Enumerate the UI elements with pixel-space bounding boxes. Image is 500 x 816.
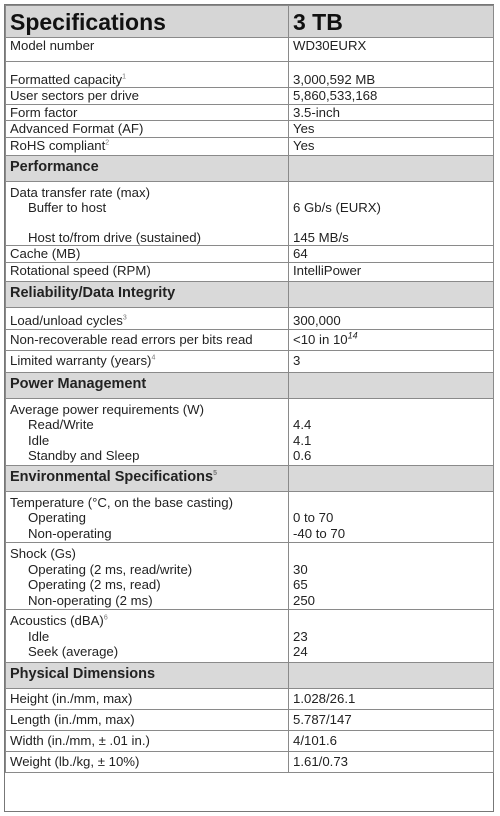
sub-label: Idle: [28, 432, 50, 448]
row-label: Length (in./mm, max): [6, 709, 289, 730]
capacity-heading: 3 TB: [289, 6, 494, 38]
row-label: Non-recoverable read errors per bits read: [6, 329, 289, 350]
section-header-reliability: [6, 281, 494, 307]
table-row: [6, 88, 494, 105]
row-value: WD30EURX: [289, 38, 494, 62]
row-label: [6, 181, 289, 246]
footnote-marker: 4: [151, 354, 156, 362]
sub-label: Operating: [28, 510, 86, 525]
row-value: 3.5-inch: [289, 104, 494, 121]
sub-value: 65: [293, 577, 308, 592]
row-value: 3: [289, 350, 494, 372]
row-value: IntelliPower: [289, 262, 494, 281]
section-header-power: [6, 372, 494, 398]
sub-value: 23: [293, 628, 308, 644]
sub-label: Non-operating (2 ms): [28, 592, 153, 608]
row-label: User sectors per drive: [6, 88, 289, 105]
table-row: [6, 491, 494, 543]
table-row: [6, 688, 494, 709]
row-label: Width (in./mm, ± .01 in.): [6, 730, 289, 751]
row-label-text: Formatted capacity: [10, 71, 123, 87]
sub-label: Idle: [28, 628, 50, 644]
row-value: Yes: [289, 137, 494, 155]
row-value: [289, 181, 494, 246]
table-row: [6, 709, 494, 730]
row-value: 4/101.6: [289, 730, 494, 751]
table-row: [6, 329, 494, 350]
footnote-marker: 1: [122, 73, 127, 81]
section-heading: Physical Dimensions: [6, 662, 289, 688]
section-heading: Power Management: [6, 372, 289, 398]
row-label: Height (in./mm, max): [6, 688, 289, 709]
footnote-marker: 6: [103, 614, 108, 622]
sub-label: Standby and Sleep: [28, 448, 140, 463]
section-heading-text: Environmental Specifications: [10, 469, 214, 486]
sub-value: 0 to 70: [293, 510, 334, 525]
table-row: [6, 38, 494, 62]
row-label-text: Shock (Gs): [10, 546, 76, 561]
sub-value: 6 Gb/s (EURX): [293, 200, 381, 215]
row-label-text: Average power requirements (W): [10, 401, 204, 417]
sub-value: 250: [293, 592, 316, 608]
row-label: [6, 350, 289, 372]
row-value: 1.61/0.73: [289, 751, 494, 772]
row-value: [289, 398, 494, 465]
section-heading: Reliability/Data Integrity: [6, 281, 289, 307]
table-row: [6, 62, 494, 88]
section-header-physical: [6, 662, 494, 688]
sub-label: Read/Write: [28, 417, 94, 432]
row-value: 5,860,533,168: [289, 88, 494, 105]
table-row: [6, 121, 494, 138]
table-row: [6, 246, 494, 263]
section-header-performance: [6, 155, 494, 181]
sub-value: 0.6: [293, 448, 312, 463]
sub-label: Seek (average): [28, 644, 119, 659]
row-label: [6, 307, 289, 329]
sub-label: Non-operating: [28, 525, 112, 541]
footnote-marker: 5: [213, 470, 217, 478]
row-value: 300,000: [289, 307, 494, 329]
row-label: [6, 610, 289, 663]
row-label-text: Temperature (°C, on the base casting): [10, 494, 233, 510]
table-row: [6, 307, 494, 329]
error-rate-exponent: 14: [347, 330, 358, 341]
table-row: [6, 751, 494, 772]
error-rate-base: <10 in 10: [293, 331, 348, 347]
sub-label: Buffer to host: [28, 200, 107, 215]
table-row: [6, 181, 494, 246]
sub-label: Host to/from drive (sustained): [28, 229, 201, 245]
row-label: [6, 543, 289, 610]
sub-label: Operating (2 ms, read): [28, 577, 161, 592]
row-label: Advanced Format (AF): [6, 121, 289, 138]
row-label: Model number: [6, 38, 289, 62]
sub-value: -40 to 70: [293, 525, 346, 541]
row-label: Rotational speed (RPM): [6, 262, 289, 281]
sub-value: 145 MB/s: [293, 229, 349, 245]
row-label-text: Load/unload cycles: [10, 313, 123, 328]
footnote-marker: 2: [105, 139, 110, 147]
table-row: [6, 543, 494, 610]
row-label: [6, 137, 289, 155]
row-label: [6, 398, 289, 465]
table-row: [6, 350, 494, 372]
table-row: [6, 610, 494, 663]
row-label-text: Data transfer rate (max): [10, 184, 150, 200]
sub-value: 30: [293, 561, 308, 577]
row-value: [289, 543, 494, 610]
row-label-text: Acoustics (dBA): [10, 613, 104, 628]
table-row: [6, 104, 494, 121]
sub-value: 4.1: [293, 432, 312, 448]
specifications-table: [5, 5, 494, 773]
row-value: 3,000,592 MB: [289, 62, 494, 88]
sub-value: 4.4: [293, 417, 312, 432]
row-label: Form factor: [6, 104, 289, 121]
sub-value: 24: [293, 644, 308, 659]
footnote-marker: 3: [122, 314, 127, 322]
row-value: [289, 610, 494, 663]
row-value: [289, 491, 494, 543]
table-row: [6, 137, 494, 155]
row-value: 64: [289, 246, 494, 263]
row-label-text: Limited warranty (years): [10, 353, 152, 369]
table-header-row: [6, 6, 494, 38]
table-title: Specifications: [6, 6, 289, 38]
row-value: 1.028/26.1: [289, 688, 494, 709]
row-value: 5.787/147: [289, 709, 494, 730]
sub-label: Operating (2 ms, read/write): [28, 561, 193, 577]
row-label: Weight (lb./kg, ± 10%): [6, 751, 289, 772]
row-label: Cache (MB): [6, 246, 289, 263]
row-label-text: RoHS compliant: [10, 137, 106, 153]
table-row: [6, 262, 494, 281]
section-heading: Performance: [6, 155, 289, 181]
row-label: [6, 491, 289, 543]
table-row: [6, 730, 494, 751]
section-header-environmental: [6, 465, 494, 491]
row-label: [6, 62, 289, 88]
section-heading: [6, 465, 289, 491]
table-row: [6, 398, 494, 465]
row-value: [289, 329, 494, 350]
row-value: Yes: [289, 121, 494, 138]
